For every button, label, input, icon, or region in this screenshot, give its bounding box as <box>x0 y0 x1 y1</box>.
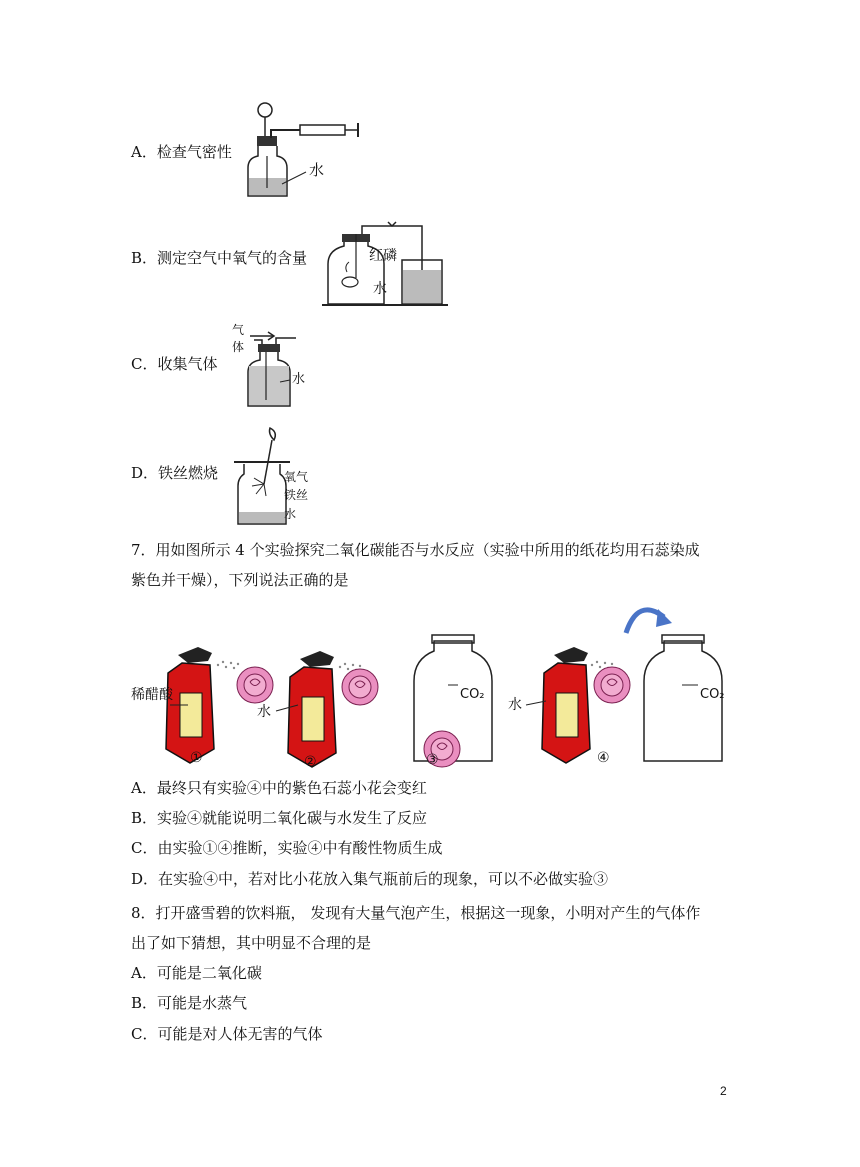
water-label-exp2: 水 <box>257 704 271 720</box>
q7-stem-line-1: 7．用如图所示 4 个实验探究二氧化碳能否与水反应（实验中所用的纸花均用石蕊染成 <box>131 541 700 559</box>
q8-option-b: B．可能是水蒸气 <box>131 994 248 1012</box>
water-label-c: 水 <box>292 372 306 387</box>
water-label-b: 水 <box>373 281 387 297</box>
experiment-number-2: ② <box>304 754 317 770</box>
dilute-acetic-acid-label: 稀醋酸 <box>131 687 173 703</box>
water-label-a: 水 <box>309 161 325 179</box>
water-label-exp4: 水 <box>508 697 522 713</box>
gas-label-top: 气 <box>232 323 245 337</box>
airtightness-apparatus-figure <box>240 100 370 200</box>
q7-option-d: D．在实验④中，若对比小花放入集气瓶前后的现象，可以不必做实验③ <box>131 870 609 888</box>
water-label-d: 水 <box>284 507 297 521</box>
oxygen-label: 氧气 <box>284 470 309 484</box>
q8-option-a: A．可能是二氧化碳 <box>131 964 262 982</box>
option-a-label: A．检查气密性 <box>131 143 232 161</box>
q7-option-b: B．实验④就能说明二氧化碳与水发生了反应 <box>131 809 428 827</box>
option-b-label: B．测定空气中氧气的含量 <box>131 249 308 267</box>
q8-stem-line-2: 出了如下猜想，其中明显不合理的是 <box>131 934 372 952</box>
page-number: 2 <box>720 1084 727 1098</box>
gas-collection-bottle-figure <box>240 322 310 412</box>
q7-option-a: A．最终只有实验④中的紫色石蕊小花会变红 <box>131 779 427 797</box>
gas-label-bottom: 体 <box>232 340 245 354</box>
red-phosphorus-label: 红磷 <box>369 248 397 264</box>
co2-label-exp3: CO₂ <box>460 687 485 702</box>
q7-stem-line-2: 紫色并干燥），下列说法正确的是 <box>131 571 349 589</box>
experiment-number-1: ① <box>190 750 203 766</box>
option-c-label: C．收集气体 <box>131 355 218 373</box>
q8-stem-line-1: 8．打开盛雪碧的饮料瓶， 发现有大量气泡产生，根据这一现象，小明对产生的气体作 <box>131 904 701 922</box>
co2-label-exp4: CO₂ <box>700 687 725 702</box>
option-d-label: D．铁丝燃烧 <box>131 464 219 482</box>
co2-experiment-figure <box>130 605 730 770</box>
q7-option-c: C．由实验①④推断，实验④中有酸性物质生成 <box>131 839 443 857</box>
experiment-number-3: ③ <box>426 752 439 768</box>
q8-option-c: C．可能是对人体无害的气体 <box>131 1025 323 1043</box>
experiment-number-4: ④ <box>597 750 610 766</box>
iron-wire-label: 铁丝 <box>284 488 309 502</box>
